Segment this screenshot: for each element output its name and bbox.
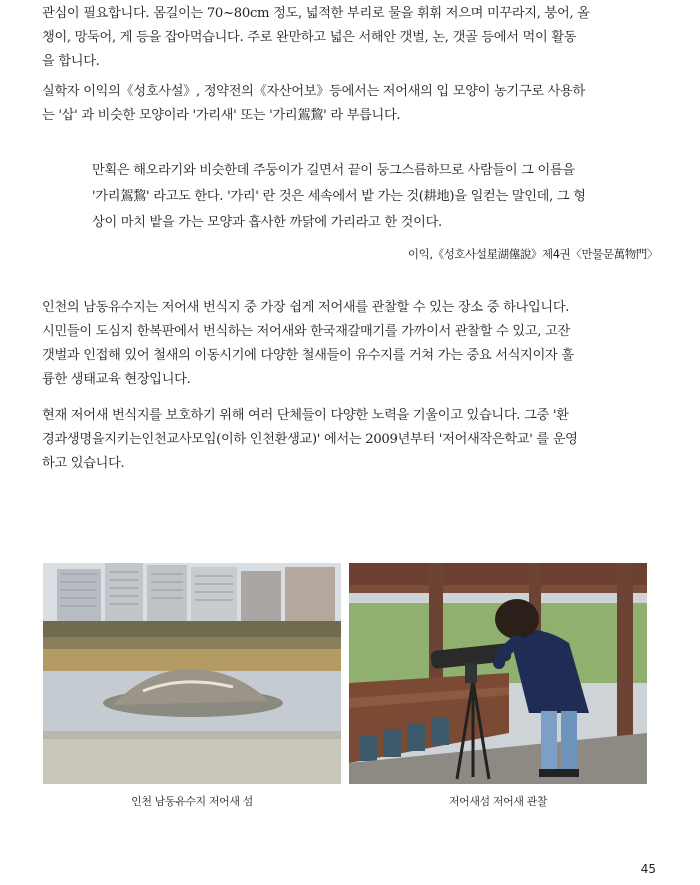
quote-line: '가리鴐鵹' 라고도 한다. '가리' 란 것은 세속에서 밭 가는 것(耕地)을 일컫는 말인데, 그 형: [92, 189, 586, 204]
text-line: 인천의 남동유수지는 저어새 번식지 중 가장 쉽게 저어새를 관찰할 수 있는 장소 중 하나입니다.: [42, 300, 570, 315]
photo-observation: [349, 563, 647, 784]
text-line: 관심이 필요합니다. 몸길이는 70~80cm 정도, 넓적한 부리로 물을 휘휘 저으며 미꾸라지, 붕어, 올: [42, 6, 590, 21]
text-line: 실학자 이익의《성호사설》, 정약전의《자산어보》등에서는 저어새의 입 모양이 농기구로 사용하: [42, 84, 585, 99]
text-line: 을 합니다.: [42, 54, 100, 69]
text-line: 현재 저어새 번식지를 보호하기 위해 여러 단체들이 다양한 노력을 기울이고 있습니다. 그중 '환: [42, 408, 569, 423]
text-line: 하고 있습니다.: [42, 456, 125, 471]
photo-reservoir-island: [43, 563, 341, 784]
quote-line: 만획은 해오라기와 비슷한데 주둥이가 길면서 끝이 둥그스름하므로 사람들이 그 이름을: [92, 163, 575, 178]
text-line: 챙이, 망둑어, 게 등을 잡아먹습니다. 주로 완만하고 넓은 서해안 갯벌, 논, 갯골 등에서 먹이 활동: [42, 30, 577, 45]
text-line: 시민들이 도심지 한복판에서 번식하는 저어새와 한국재갈매기를 가까이서 관찰할 수 있고, 고잔: [42, 324, 570, 339]
quote-block: [92, 158, 652, 236]
quote-line: 상이 마치 밭을 가는 모양과 흡사한 까닭에 가리라고 한 것이다.: [92, 215, 442, 230]
observation-illustration: [349, 563, 647, 784]
reservoir-island-illustration: [43, 563, 341, 784]
text-line: 는 '삽' 과 비슷한 모양이라 '가리새' 또는 '가리鴐鵹' 라 부릅니다.: [42, 108, 401, 123]
left-photo-caption: 인천 남동유수지 저어새 섬: [131, 795, 253, 808]
text-line: 갯벌과 인접해 있어 철새의 이동시기에 다양한 철새들이 유수지를 거쳐 가는 중요 서식지이자 훌: [42, 348, 574, 363]
page-number: 45: [640, 862, 656, 876]
paragraph-intro: [42, 2, 660, 74]
text-line: 경과생명을지키는인천교사모임(이하 인천환생교)' 에서는 2009년부터 '저어새작은학교' 를 운영: [42, 432, 578, 447]
right-photo-caption: 저어새섬 저어새 관찰: [448, 795, 548, 808]
paragraph-namdong: [42, 296, 660, 392]
paragraph-silhak: [42, 80, 660, 128]
text-line: 륭한 생태교육 현장입니다.: [42, 372, 191, 387]
quote-citation: 이익,《성호사설星湖僿說》제4권〈만물문萬物門〉: [407, 247, 658, 261]
paragraph-current: [42, 404, 660, 476]
